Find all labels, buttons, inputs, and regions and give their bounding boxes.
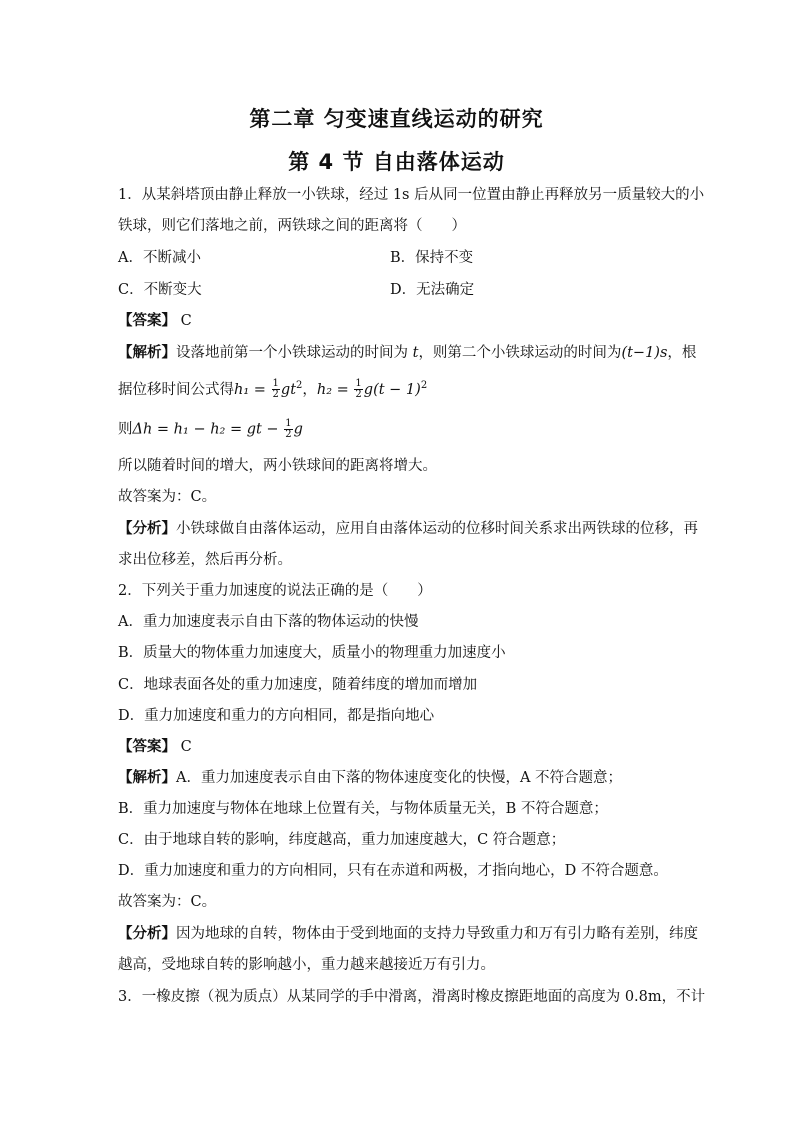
- q1-analysis-expr: (t−1)s: [621, 345, 668, 361]
- q2-answer-value: C: [180, 739, 192, 755]
- q1-fraction-half: $\frac{1}{2}$: [272, 378, 279, 401]
- q2-answer-tag: 【答案】: [118, 738, 176, 755]
- q1-formula-h2: h₂ =: [316, 381, 354, 398]
- q2-analysis-text-1: A．重力加速度表示自由下落的物体速度变化的快慢，A 不符合题意；: [176, 770, 623, 786]
- q2-analysis-line3: C．由于地球自转的影响，纬度越高，重力加速度越大，C 符合题意；: [118, 832, 566, 848]
- q1-delta-formula: Δh = h₁ − h₂ = gt −: [132, 421, 284, 438]
- q1-formula-gt1: g(t − 1): [363, 381, 421, 398]
- q1-conclusion: 故答案为：C。: [118, 489, 217, 505]
- q1-fraction-half-3: $\frac{1}{2}$: [285, 418, 292, 440]
- q1-summary-line2: 求出位移差，然后再分析。: [118, 552, 292, 568]
- q1-summary-tag: 【分析】: [118, 520, 176, 537]
- q1-answer-value: C: [180, 313, 192, 329]
- q1-analysis-var-t: t: [412, 345, 419, 361]
- q1-analysis-line3: [118, 419, 303, 440]
- q1-analysis-tag: 【解析】: [118, 344, 176, 361]
- q1-analysis-line2: 据位移时间公式得h₁ = $\frac{1}{2}$ $gt^2$，h₂ = $\frac{1}{2}$ $g(t - 1)^2$: [118, 378, 428, 401]
- q2-answer: [118, 737, 192, 757]
- chapter-title: 第二章 匀变速直线运动的研究: [249, 107, 544, 131]
- q1-analysis-text-d: ，根: [667, 345, 697, 361]
- q2-analysis-line1: [118, 768, 622, 788]
- q1-answer: [118, 311, 192, 331]
- q2-option-d: D．重力加速度和重力的方向相同，都是指向地心: [118, 708, 435, 724]
- q1-formula-gt: gt: [280, 381, 297, 398]
- q1-option-c: C．不断变大: [118, 282, 202, 298]
- section-title: 第 4 节 自由落体运动: [288, 150, 505, 174]
- q2-conclusion: 故答案为：C。: [118, 894, 217, 910]
- q1-fraction-half-2: $\frac{1}{2}$: [355, 378, 362, 401]
- q2-summary-tag: 【分析】: [118, 925, 176, 942]
- q1-summary-text: 小铁球做自由落体运动，应用自由落体运动的位移时间关系求出两铁球的位移，再: [176, 521, 698, 537]
- q1-summary-line1: [118, 519, 698, 539]
- q1-option-a: A．不断减小: [118, 250, 201, 266]
- q2-analysis-line2: B．重力加速度与物体在地球上位置有关，与物体质量无关，B 不符合题意；: [118, 801, 608, 817]
- q1-answer-tag: 【答案】: [118, 312, 176, 329]
- q1-stem-line2: 铁球，则它们落地之前，两铁球之间的距离将（ ）: [118, 218, 466, 234]
- q1-analysis-text-a: 设落地前第一个小铁球运动的时间为: [176, 345, 413, 361]
- q1-analysis-text-b: ，则第二个小铁球运动的时间为: [418, 345, 622, 361]
- q1-delta-intro: 则: [118, 421, 133, 438]
- q1-option-d: D．无法确定: [390, 282, 475, 298]
- q1-formula-h1: h₁ =: [234, 381, 271, 398]
- q1-analysis-line4: 所以随着时间的增大，两小铁球间的距离将增大。: [118, 458, 437, 474]
- q2-summary-line2: 越高，受地球自转的影响越小，重力越来越接近万有引力。: [118, 957, 495, 973]
- q2-option-a: A．重力加速度表示自由下落的物体运动的快慢: [118, 614, 419, 630]
- q3-stem-line1: 3．一橡皮擦（视为质点）从某同学的手中滑离，滑离时橡皮擦距地面的高度为 0.8m，不计: [118, 989, 706, 1005]
- q2-option-c: C．地球表面各处的重力加速度，随着纬度的增加而增加: [118, 677, 478, 693]
- q1-analysis-line1: [118, 343, 696, 363]
- q2-option-b: B．质量大的物体重力加速度大，质量小的物理重力加速度小: [118, 645, 506, 661]
- q1-formula-intro: 据位移时间公式得: [118, 381, 234, 398]
- q2-stem: 2．下列关于重力加速度的说法正确的是（ ）: [118, 583, 432, 599]
- q2-summary-text: 因为地球的自转，物体由于受到地面的支持力导致重力和万有引力略有差别，纬度: [176, 926, 698, 942]
- q1-delta-g: g: [293, 421, 303, 438]
- q2-analysis-tag: 【解析】: [118, 769, 176, 786]
- q2-analysis-line4: D．重力加速度和重力的方向相同，只有在赤道和两极，才指向地心，D 不符合题意。: [118, 863, 668, 879]
- q1-stem-line1: 1．从某斜塔顶由静止释放一小铁球，经过 1s 后从同一位置由静止再释放另一质量较大的小: [118, 187, 705, 203]
- q2-summary-line1: [118, 924, 698, 944]
- q1-formula-sep: ，: [302, 381, 317, 398]
- q1-option-b: B．保持不变: [390, 250, 474, 266]
